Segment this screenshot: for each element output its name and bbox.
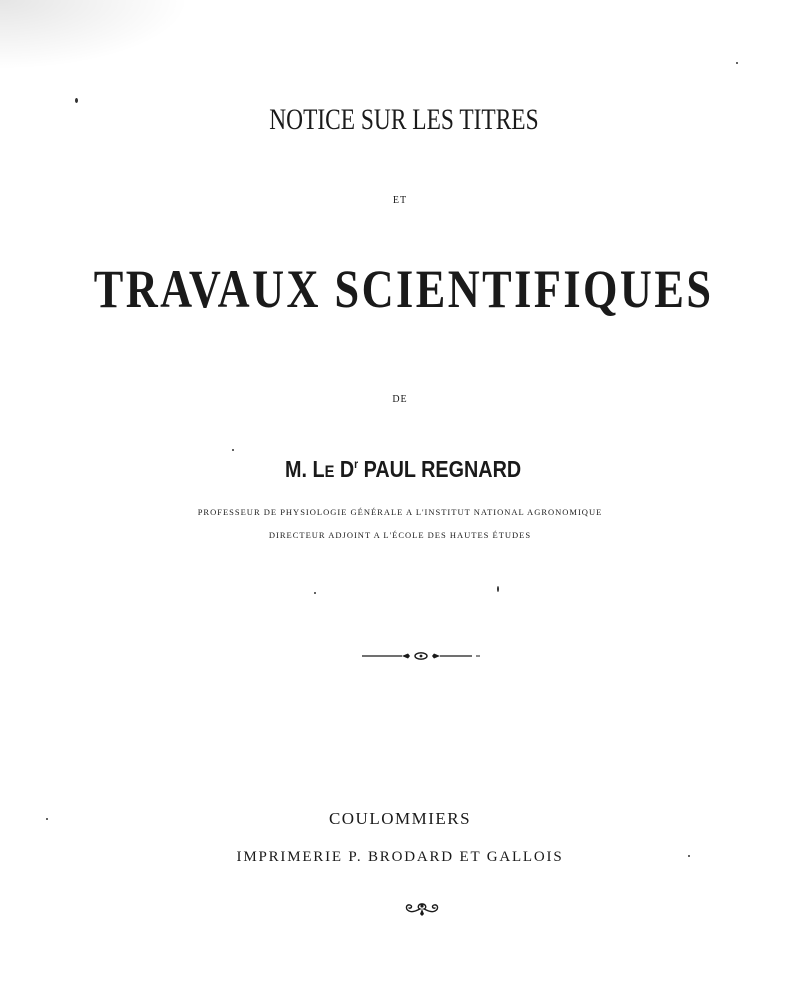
scan-speck — [232, 449, 234, 451]
author-le-capital: L — [312, 456, 325, 482]
author-doctor-sup: r — [354, 457, 359, 471]
scan-speck — [314, 592, 316, 594]
author-full-name: PAUL REGNARD — [358, 456, 522, 482]
author-name — [59, 456, 747, 483]
imprint-city: COULOMMIERS — [328, 809, 472, 828]
author-le-small: E — [324, 462, 335, 481]
conjunction-et: ET — [392, 195, 408, 206]
author-doctor: D — [334, 456, 355, 482]
author-prefix: M. — [285, 456, 313, 482]
title-line-notice: NOTICE SUR LES TITRES — [269, 103, 539, 136]
main-title: TRAVAUX SCIENTIFIQUES — [93, 259, 714, 319]
ornamental-rule-icon — [360, 650, 482, 662]
scan-speck — [736, 62, 738, 64]
affiliation-professor: PROFESSEUR DE PHYSIOLOGIE GÉNÉRALE A L'INSTITUT NATIONAL AGRONOMIQUE — [197, 507, 603, 517]
fleuron-icon — [401, 900, 443, 918]
scan-speck — [497, 586, 499, 592]
scan-speck — [75, 98, 78, 103]
scan-speck — [688, 855, 690, 857]
scan-speck — [46, 818, 48, 820]
affiliation-director: DIRECTEUR ADJOINT A L'ÉCOLE DES HAUTES ÉTUDES — [268, 530, 532, 540]
imprint-printer: IMPRIMERIE P. BRODARD ET GALLOIS — [236, 849, 564, 865]
scan-shadow — [0, 0, 190, 70]
conjunction-de: DE — [392, 394, 408, 405]
